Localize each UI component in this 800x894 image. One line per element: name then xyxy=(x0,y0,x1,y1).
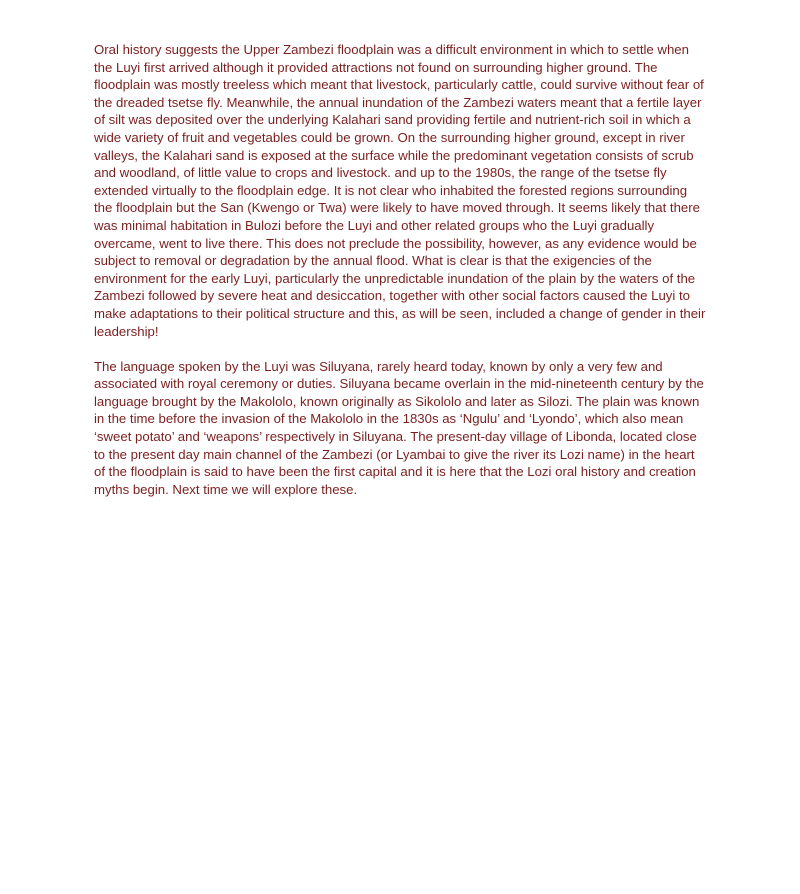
paragraph-2: The language spoken by the Luyi was Siluyana, rarely heard today, known by only a very few and associated with royal ceremony or duties. Siluyana became overlain in the mid-nineteenth century by the language brought by the Makololo, known originally as Sikololo and later as Silozi. The plain was known in the time before the invasion of the Makololo in the 1830s as ‘Ngulu’ and ‘Lyondo’, which also mean ‘sweet potato’ and ‘weapons’ respectively in Siluyana. The present-day village of Libonda, located close to the present day main channel of the Zambezi (or Lyambai to give the river its Lozi name) in the heart of the floodplain is said to have been the first capital and it is here that the Lozi oral history and creation myths begin. Next time we will explore these. xyxy=(94,358,704,497)
document-body xyxy=(94,41,708,516)
paragraph-1: Oral history suggests the Upper Zambezi floodplain was a difficult environment in which to settle when the Luyi first arrived although it provided attractions not found on surrounding higher ground. The floodplain was mostly treeless which meant that livestock, particularly cattle, could survive without fear of the dreaded tsetse fly. Meanwhile, the annual inundation of the Zambezi waters meant that a fertile layer of silt was deposited over the underlying Kalahari sand providing fertile and nutrient-rich soil in which a wide variety of fruit and vegetables could be grown. On the surrounding higher ground, except in river valleys, the Kalahari sand is exposed at the surface while the predominant vegetation consists of scrub and woodland, of little value to crops and livestock. and up to the 1980s, the range of the tsetse fly extended virtually to the floodplain edge. It is not clear who inhabited the forested regions surrounding the floodplain but the San (Kwengo or Twa) were likely to have moved through. It seems likely that there was minimal habitation in Bulozi before the Luyi and other related groups who the Luyi gradually overcame, went to live there. This does not preclude the possibility, however, as any evidence would be subject to removal or degradation by the annual flood. What is clear is that the exigencies of the environment for the early Luyi, particularly the unpredictable inundation of the plain by the waters of the Zambezi followed by severe heat and desiccation, together with other social factors caused the Luyi to make adaptations to their political structure and this, as will be seen, included a change of gender in their leadership! xyxy=(94,42,706,339)
